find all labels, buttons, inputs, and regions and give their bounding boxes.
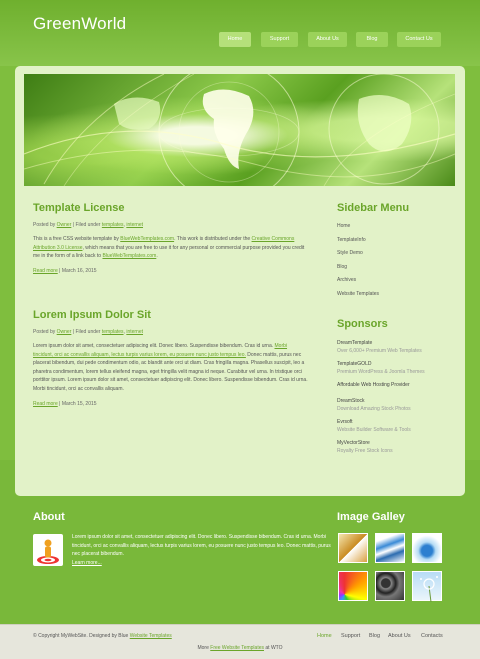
site-footer <box>0 624 480 659</box>
target-icon <box>33 534 63 566</box>
dandelion-icon <box>413 572 443 602</box>
post-date: | March 15, 2015 <box>59 400 97 407</box>
post-body <box>33 235 308 261</box>
about-text <box>72 533 340 567</box>
post-date: | March 16, 2015 <box>59 267 97 274</box>
sponsor-name[interactable]: MyVectorStore <box>337 440 370 446</box>
sidebar-item-home[interactable]: Home <box>337 223 351 229</box>
footer-nav-contacts[interactable]: Contacts <box>421 633 443 639</box>
license-link[interactable]: Creative Commons Attribution 3.0 License <box>33 236 295 251</box>
credit-text: at WTO <box>265 645 283 651</box>
meta-label: | Filed under <box>72 222 101 228</box>
sponsor-item[interactable] <box>337 360 457 376</box>
gallery-thumb-colored-pencils[interactable] <box>338 571 368 601</box>
sponsor-name[interactable]: Evrsoft <box>337 419 353 425</box>
sponsor-item[interactable] <box>337 418 457 434</box>
globe-graphic <box>24 74 455 186</box>
gallery-thumb-cubes[interactable] <box>338 533 368 563</box>
post-template-license <box>33 202 308 274</box>
sponsor-name[interactable]: TemplateGOLD <box>337 361 372 367</box>
tag-link[interactable]: internet <box>126 222 144 228</box>
tag-link[interactable]: templates <box>101 329 124 335</box>
site-header <box>0 0 480 66</box>
free-templates-link[interactable]: Free Website Templates <box>210 645 264 651</box>
nav-blog[interactable]: Blog <box>356 32 388 47</box>
meta-label: Posted by <box>33 329 56 335</box>
nav-contact-us[interactable]: Contact Us <box>397 32 441 47</box>
sponsor-desc: Royalty Free Stock Icons <box>337 448 393 454</box>
sidebar-menu-title: Sidebar Menu <box>337 202 410 214</box>
footer-credit <box>0 645 480 651</box>
nav-support[interactable]: Support <box>261 32 298 47</box>
sponsor-name[interactable]: Affordable Web Hosting Provider <box>337 382 410 388</box>
designer-link[interactable]: Website Templates <box>129 633 172 639</box>
main-nav <box>0 32 480 48</box>
inline-link[interactable]: Morbi tincidunt, orci ac convallis aliquam, lectus turpis varius lorem, eu posuere nunc justo tempus leo. <box>33 343 288 358</box>
sidebar <box>337 202 457 302</box>
about-body: Lorem ipsum dolor sit amet, consectetuer adipiscing elit. Donec libero. Suspendisse bibendum. Cras id urna. Morbi tincidunt, orci ac convallis aliquam, lectus turpis varius lorem, eu posuere nunc justo tempus leo. Donec mattis, purus nec placerat bibendum. <box>72 534 331 558</box>
site-logo[interactable]: GreenWorld <box>33 14 127 33</box>
footer-nav-home[interactable]: Home <box>317 633 332 639</box>
sponsor-name[interactable]: DreamTemplate <box>337 340 373 346</box>
post-text: Donec mattis, purus nec placerat bibendum, dui pede condimentum odio, ac blandit ante orci ut diam. Cras fringilla magna. Phasellus suscipit, leo a pharetra condimentum, lorem tellus eleifend magna, eget fringilla velit magna id neque. Curabitur vel urna. In tristique orci porttitor ipsum. Lorem ipsum dolor sit amet, consectetuer adipiscing elit. Donec libero. Suspendisse bibendum. Cras id urna. Morbi tincidunt, orci ac convallis aliquam. <box>33 351 308 392</box>
header-banner-image <box>24 74 455 186</box>
gallery-thumb-blue-stairs[interactable] <box>375 533 405 563</box>
post-text: Lorem ipsum dolor sit amet, consectetuer adipiscing elit. Donec libero. Suspendisse bibendum. Cras id urna. <box>33 343 274 349</box>
post-body <box>33 342 308 394</box>
post-text: This is a free CSS website template by <box>33 236 119 242</box>
tag-link[interactable]: internet <box>126 329 144 335</box>
author-link[interactable]: Owner <box>56 222 72 228</box>
sponsor-name[interactable]: DreamStock <box>337 398 365 404</box>
bluewebtemplates-link[interactable]: BlueWebTemplates.com <box>120 236 175 242</box>
sponsors-title: Sponsors <box>337 318 388 330</box>
copyright <box>33 633 172 639</box>
gallery-thumb-dandelion[interactable] <box>412 571 442 601</box>
sidebar-menu <box>337 220 457 302</box>
sidebar-item-templateinfo[interactable]: TemplateInfo <box>337 236 366 243</box>
gallery-title: Image Galley <box>337 511 405 523</box>
sponsor-item[interactable] <box>337 339 457 355</box>
sidebar-item-website-templates[interactable]: Website Templates <box>337 290 380 297</box>
footer-nav-blog[interactable]: Blog <box>369 633 381 639</box>
sponsor-desc: Website Builder Software & Tools <box>337 427 411 433</box>
author-link[interactable]: Owner <box>56 329 72 335</box>
post-text: . This work is distributed under the <box>174 236 251 242</box>
post-meta: Posted by Owner | Filed under templates, internet <box>33 329 144 335</box>
gallery-thumb-gears[interactable] <box>375 571 405 601</box>
sponsor-desc: Premium WordPress & Joomla Themes <box>337 369 425 375</box>
tag-link[interactable]: templates <box>101 222 124 228</box>
nav-about-us[interactable]: About Us <box>308 32 347 47</box>
post-footer <box>33 401 308 407</box>
sponsor-item[interactable] <box>337 397 457 413</box>
post-title[interactable]: Template License <box>33 202 125 214</box>
about-title: About <box>33 511 65 523</box>
credit-text: More <box>197 645 209 651</box>
meta-label: | Filed under <box>72 329 101 335</box>
meta-label: Posted by <box>33 222 56 228</box>
sponsor-desc: Download Amazing Stock Photos <box>337 406 411 412</box>
footer-nav-support[interactable]: Support <box>341 633 361 639</box>
sidebar-item-style-demo[interactable]: Style Demo <box>337 250 363 257</box>
nav-home[interactable]: Home <box>219 32 251 47</box>
copyright-text: © Copyright MyWebSite. Designed by Blue <box>33 633 129 639</box>
learn-more-link[interactable]: Learn more... <box>72 559 102 566</box>
bluewebtemplates-link[interactable]: BlueWebTemplates.com <box>102 253 157 260</box>
sponsor-desc: Over 6,000+ Premium Web Templates <box>337 348 422 354</box>
post-title[interactable]: Lorem Ipsum Dolor Sit <box>33 309 151 321</box>
sponsors-section <box>337 318 457 458</box>
sidebar-item-archives[interactable]: Archives <box>337 277 357 284</box>
sponsor-item[interactable] <box>337 381 457 389</box>
gallery-thumb-water-splash[interactable] <box>412 533 442 563</box>
post-text: , which means that you are free to use it for any personal or commercial purpose provided you credit me in the form of a link back to <box>33 244 305 260</box>
sponsor-list <box>337 339 457 455</box>
post-text: . <box>156 253 158 260</box>
post-footer <box>33 268 308 274</box>
sidebar-item-blog[interactable]: Blog <box>337 263 348 270</box>
read-more-link[interactable]: Read more <box>33 267 58 274</box>
sponsor-item[interactable] <box>337 439 457 455</box>
post-lorem-ipsum <box>33 309 308 407</box>
footer-nav-about-us[interactable]: About Us <box>388 633 411 639</box>
read-more-link[interactable]: Read more <box>33 400 58 407</box>
post-meta: Posted by Owner | Filed under templates, internet <box>33 222 144 228</box>
